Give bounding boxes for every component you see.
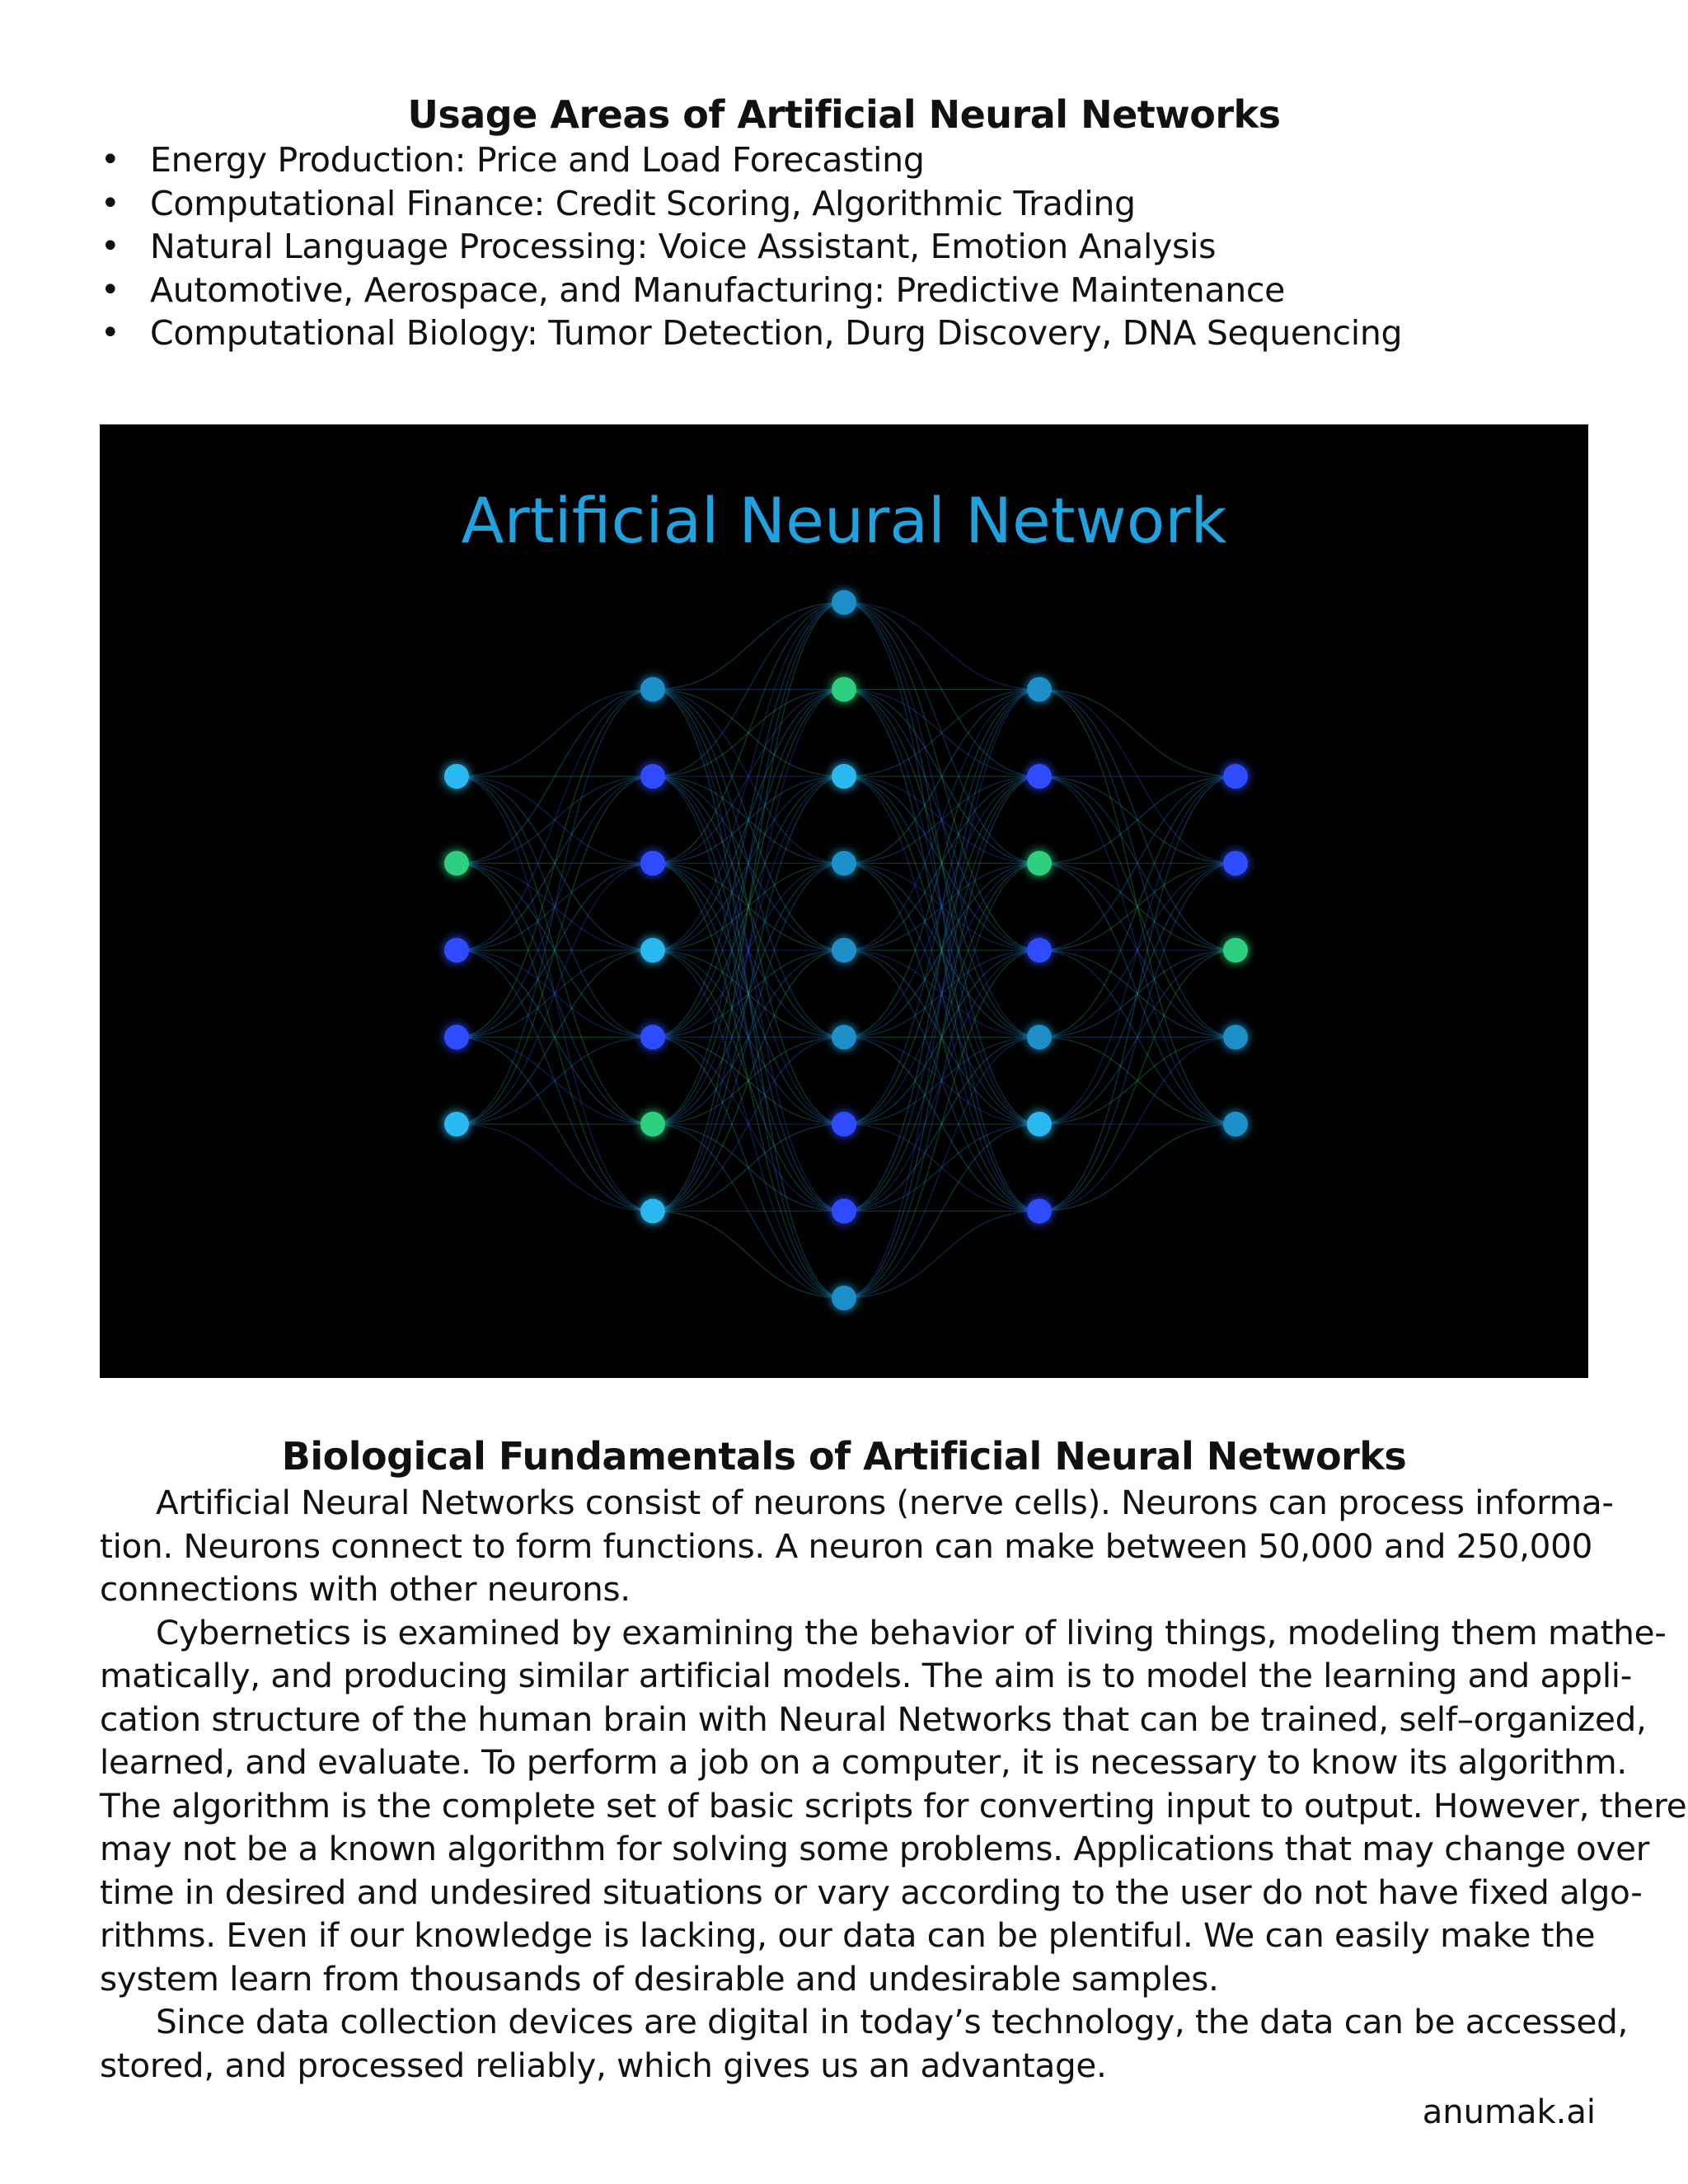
connection-line (653, 602, 844, 864)
neuron-node (444, 1112, 469, 1137)
connection-line (1039, 690, 1236, 777)
neuron-node (832, 590, 856, 615)
neuron-node (640, 1112, 665, 1137)
bio-section-title: Biological Fundamentals of Artificial Neural Networks (281, 1434, 1407, 1479)
paragraph-line: Artificial Neural Networks consist of neurons (nerve cells). Neurons can process informa- (156, 1483, 1614, 1522)
figure-caption: Artificial Neural Network (461, 484, 1227, 557)
connection-line (653, 776, 844, 1212)
neuron-node (1223, 938, 1248, 963)
connection-line (844, 690, 1039, 1125)
neuron-node (832, 1199, 856, 1224)
paragraph-line: may not be a known algorithm for solving some problems. Applications that may change over (100, 1829, 1650, 1868)
neuron-node (640, 1199, 665, 1224)
neuron-node (640, 677, 665, 702)
neuron-node (832, 1286, 856, 1310)
connection-line (653, 602, 844, 1212)
bio-section-body (100, 1481, 1687, 2087)
usage-list-item: • Energy Production: Price and Load Forecasting (99, 138, 1402, 182)
neuron-node (1027, 1112, 1052, 1137)
neuron-node (1223, 851, 1248, 876)
paragraph-line: system learn from thousands of desirable and undesirable samples. (100, 1958, 1219, 1999)
neuron-node (1223, 1025, 1248, 1050)
usage-list-item: • Computational Biology: Tumor Detection, Durg Discovery, DNA Sequencing (99, 312, 1402, 355)
paragraph-line: learned, and evaluate. To perform a job on a computer, it is necessary to know its algorithm. (100, 1742, 1627, 1782)
connection-line (844, 864, 1039, 1299)
connection-line (1039, 950, 1236, 1212)
connection-line (844, 1212, 1039, 1299)
usage-list-item: • Computational Finance: Credit Scoring, Algorithmic Trading (99, 182, 1402, 226)
connection-line (653, 1124, 844, 1212)
neuron-node (444, 851, 469, 876)
neuron-node (832, 851, 856, 876)
neuron-node (1027, 938, 1052, 963)
neuron-node (640, 1025, 665, 1050)
neuron-node (832, 1025, 856, 1050)
connection-line (457, 1124, 653, 1212)
connection-line (844, 602, 1039, 690)
connection-line (844, 690, 1039, 1299)
connection-line (457, 1038, 653, 1125)
neuron-node (1223, 764, 1248, 789)
neuron-node (1223, 1112, 1248, 1137)
usage-list-item: • Natural Language Processing: Voice Assistant, Emotion Analysis (99, 225, 1402, 269)
neuron-node (832, 938, 856, 963)
connection-line (653, 950, 844, 1212)
neural-network-diagram (100, 424, 1588, 1378)
paragraph-line: The algorithm is the complete set of basic scripts for converting input to output. However, there (100, 1785, 1687, 1825)
paragraph-line: rithms. Even if our knowledge is lacking, our data can be plentiful. We can easily make the (100, 1915, 1596, 1955)
usage-list (99, 138, 1402, 355)
neuron-node (640, 764, 665, 789)
connection-line (653, 602, 844, 690)
paragraph-line: stored, and processed reliably, which gives us an advantage. (100, 2045, 1107, 2085)
connection-line (844, 690, 1039, 951)
brand-footer: anumak.ai (1422, 2093, 1596, 2131)
neuron-node (832, 677, 856, 702)
connection-line (844, 1038, 1039, 1299)
neuron-node (640, 851, 665, 876)
neuron-node (444, 1025, 469, 1050)
neuron-node (640, 938, 665, 963)
paragraph-line: matically, and producing similar artificial models. The aim is to model the learning and appli- (100, 1656, 1633, 1695)
connection-line (457, 690, 653, 951)
connection-line (1039, 776, 1236, 864)
paragraph-line: time in desired and undesired situations or vary according to the user do not have fixed algo- (100, 1872, 1643, 1912)
connection-line (653, 602, 844, 1038)
usage-section-title: Usage Areas of Artificial Neural Networks (407, 92, 1281, 137)
neuron-node (1027, 677, 1052, 702)
usage-list-item: • Automotive, Aerospace, and Manufacturing: Predictive Maintenance (99, 269, 1402, 312)
connection-line (457, 690, 653, 777)
paragraph-line: Since data collection devices are digital in today’s technology, the data can be accessed, (156, 2002, 1629, 2041)
connection-line (1039, 776, 1236, 1212)
neuron-node (1027, 1199, 1052, 1224)
neural-network-illustration (100, 424, 1588, 1378)
connection-line (653, 1212, 844, 1299)
connection-line (1039, 776, 1236, 1038)
neuron-node (832, 764, 856, 789)
paragraph-line: Cybernetics is examined by examining the behavior of living things, modeling them mathe- (156, 1612, 1667, 1652)
connection-line (457, 690, 653, 1125)
neuron-node (1027, 851, 1052, 876)
neuron-node (1027, 764, 1052, 789)
connection-line (457, 864, 653, 1125)
connection-line (844, 690, 1039, 777)
paragraph-line: tion. Neurons connect to form functions. A neuron can make between 50,000 and 250,000 (100, 1526, 1593, 1566)
neuron-node (832, 1112, 856, 1137)
neuron-node (444, 764, 469, 789)
paragraph-line: cation structure of the human brain with Neural Networks that can be trained, self–organized, (100, 1699, 1647, 1739)
neuron-node (1027, 1025, 1052, 1050)
paragraph-line: connections with other neurons. (100, 1569, 631, 1609)
neuron-node (444, 938, 469, 963)
connection-line (1039, 1124, 1236, 1212)
